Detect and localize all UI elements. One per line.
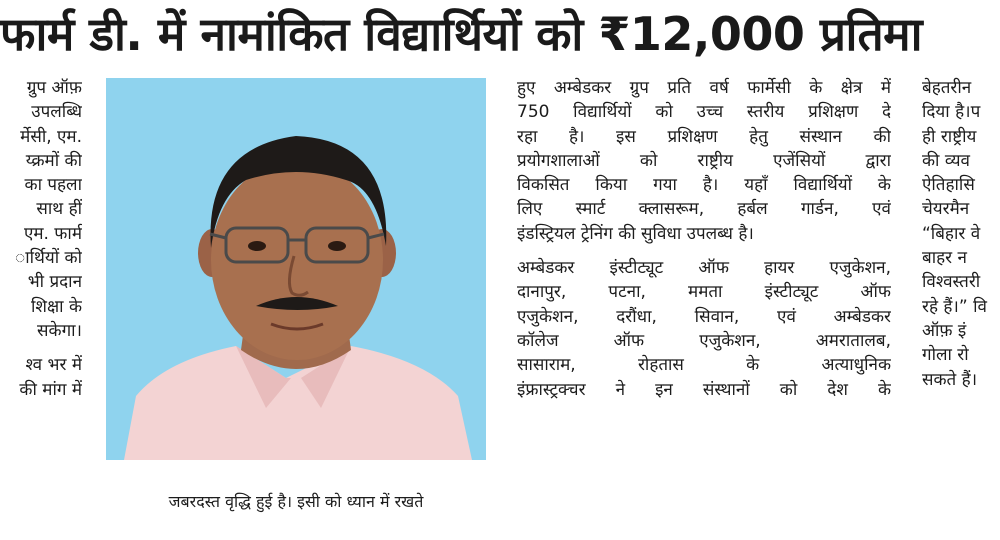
text-line: सासाराम, रोहतास के अत्याधुनिक [517,355,891,376]
text-line: चेयरमैन [922,199,970,220]
text-line: सकते हैं। [922,369,978,390]
middle-article-column [517,76,891,402]
text-line: हुए अम्बेडकर ग्रुप प्रति वर्ष फार्मेसी के क्षेत्र में [517,78,891,98]
text-line: भी प्रदान [27,272,82,293]
text-line: विश्वस्तरी [922,272,981,293]
text-line: ऑफ़ इं [922,320,967,341]
headline: फार्म डी. में नामांकित विद्यार्थियों को ₹12,000 प्रतिमा [0,7,923,61]
right-article-column [922,76,1000,392]
text-line: उपलब्धि [31,102,82,123]
text-line: य्क्रमों की [25,150,82,171]
text-line: ग्रुप ऑफ़ [26,78,82,98]
text-line: एम. फार्म [23,223,82,244]
text-line: इंडस्ट्रियल ट्रेनिंग की सुविधा उपलब्ध है। [517,223,754,244]
text-line: कॉलेज ऑफ एजुकेशन, अमरातालब, [517,330,891,351]
photo-caption: जबरदस्त वृद्धि हुई है। इसी को ध्यान में रखते [168,492,424,511]
text-line: रहे हैं।” वि [922,296,987,317]
text-line: दानापुर, पटना, ममता इंस्टीट्यूट ऑफ [517,282,891,303]
text-line: इंफ्रास्ट्रक्चर ने इन संस्थानों को देश के [517,379,891,400]
text-line: र्मेसी, एम. [20,126,82,147]
text-line: का पहला [24,175,82,196]
text-line: गोला रो [922,345,969,366]
text-line: ार्थियों को [15,248,82,269]
text-line: साथ हीं [36,199,82,220]
text-line: सकेगा। [37,320,82,341]
text-line: एजुकेशन, दरौंधा, सिवान, एवं अम्बेडकर [517,306,891,327]
text-line: ही राष्ट्रीय [922,126,977,147]
text-line: विकसित किया गया है। यहाँ विद्यार्थियों के [517,175,891,196]
text-line: की व्यव [922,150,970,171]
text-line: “बिहार वे [922,223,981,244]
text-line: प्रयोगशालाओं को राष्ट्रीय एजेंसियों द्वारा [517,150,891,171]
text-line: लिए स्मार्ट क्लासरूम, हर्बल गार्डन, एवं [517,199,891,220]
text-line: बेहतरीन [922,78,972,98]
text-line: ऐतिहासि [922,175,975,196]
text-line: अम्बेडकर इंस्टीट्यूट ऑफ हायर एजुकेशन, [517,258,891,279]
text-line: बाहर न [922,248,967,269]
portrait-photo [106,78,486,460]
text-line: दिया है।प [922,102,981,123]
text-line: शिक्षा के [30,296,82,317]
text-line: रहा है। इस प्रशिक्षण हेतु संस्थान की [517,126,891,147]
text-line: 750 विद्यार्थियों को उच्च स्तरीय प्रशिक्षण दे [517,102,891,123]
left-article-column [0,76,82,402]
text-line: श्व भर में [25,355,82,376]
portrait-illustration [106,78,486,460]
text-line: की मांग में [19,379,82,400]
